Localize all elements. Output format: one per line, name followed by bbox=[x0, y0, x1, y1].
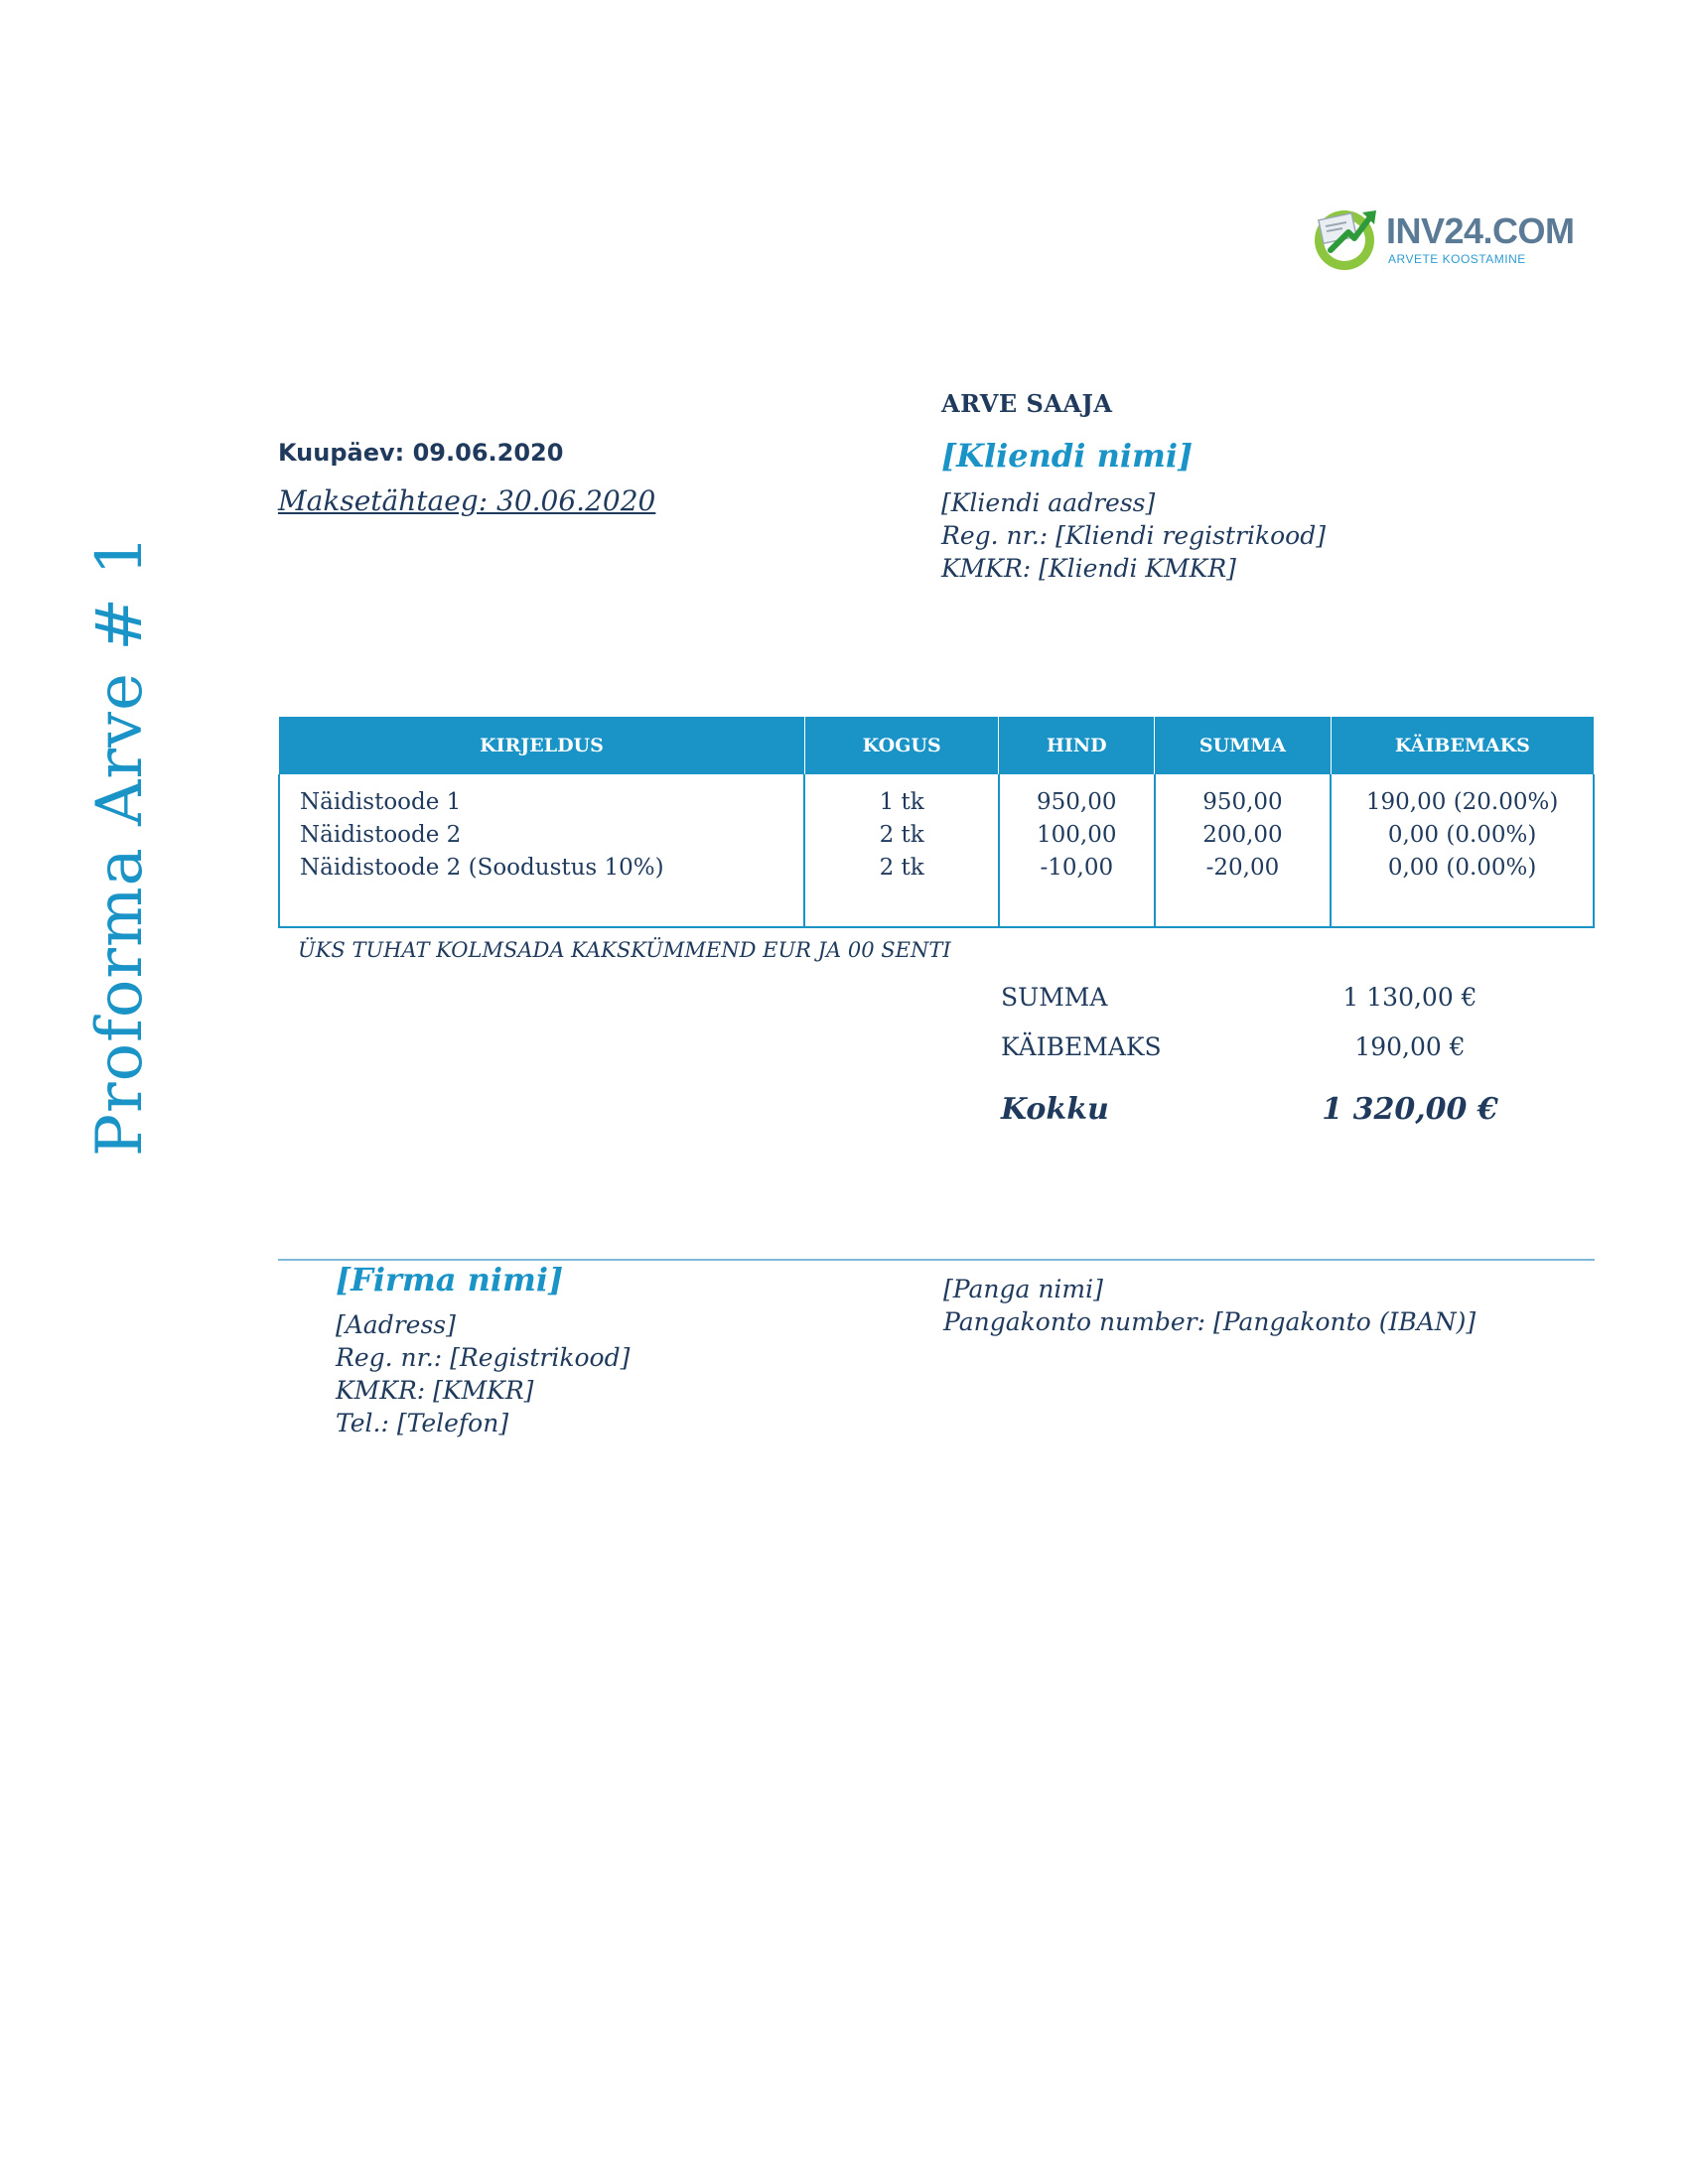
amount-in-words: ÜKS TUHAT KOLMSADA KAKSKÜMMEND EUR JA 00 SENTI bbox=[298, 938, 951, 962]
header-vat: KÄIBEMAKS bbox=[1331, 717, 1594, 774]
header-description: KIRJELDUS bbox=[279, 717, 804, 774]
row-quantity: 2 tk bbox=[879, 822, 924, 848]
price-column bbox=[999, 774, 1155, 927]
table-header-row bbox=[279, 717, 1594, 774]
company-reg-nr: Reg. nr.: [Registrikood] bbox=[336, 1343, 631, 1372]
client-name: [Kliendi nimi] bbox=[941, 437, 1194, 475]
header-quantity: KOGUS bbox=[804, 717, 999, 774]
row-price: 950,00 bbox=[1037, 789, 1117, 815]
client-details bbox=[941, 486, 1326, 585]
company-name: [Firma nimi] bbox=[336, 1261, 564, 1298]
vat-total-value: 190,00 € bbox=[1354, 1032, 1466, 1061]
row-quantity: 1 tk bbox=[879, 789, 924, 815]
company-phone: Tel.: [Telefon] bbox=[336, 1409, 509, 1437]
bank-name: [Panga nimi] bbox=[943, 1275, 1103, 1303]
client-address: [Kliendi aadress] bbox=[941, 488, 1156, 517]
header-price: HIND bbox=[999, 717, 1155, 774]
row-description: Näidistoode 2 (Soodustus 10%) bbox=[300, 855, 664, 881]
company-details bbox=[336, 1308, 630, 1439]
invoice-date: Kuupäev: 09.06.2020 bbox=[278, 439, 564, 467]
row-vat: 0,00 (0.00%) bbox=[1387, 855, 1537, 881]
sum-column bbox=[1155, 774, 1332, 927]
row-sum: 200,00 bbox=[1202, 822, 1283, 848]
row-price: 100,00 bbox=[1037, 822, 1117, 848]
logo-icon bbox=[1309, 199, 1384, 274]
logo-name: INV24.COM bbox=[1386, 210, 1575, 251]
bank-account: Pangakonto number: [Pangakonto (IBAN)] bbox=[943, 1307, 1477, 1336]
due-date: Maksetähtaeg: 30.06.2020 bbox=[278, 484, 656, 517]
company-kmkr: KMKR: [KMKR] bbox=[336, 1376, 534, 1405]
document-title: Proforma Arve # 1 bbox=[83, 533, 157, 1157]
client-kmkr: KMKR: [Kliendi KMKR] bbox=[941, 554, 1236, 583]
bank-details bbox=[943, 1273, 1476, 1338]
company-address: [Aadress] bbox=[336, 1310, 456, 1339]
quantity-column bbox=[804, 774, 999, 927]
row-vat: 0,00 (0.00%) bbox=[1387, 822, 1537, 848]
row-quantity: 2 tk bbox=[879, 855, 924, 881]
description-column bbox=[279, 774, 804, 927]
row-vat: 190,00 (20.00%) bbox=[1365, 789, 1559, 815]
grand-total-value: 1 320,00 € bbox=[1322, 1092, 1498, 1127]
logo-tagline: ARVETE KOOSTAMINE bbox=[1388, 252, 1526, 266]
subtotal-value: 1 130,00 € bbox=[1342, 983, 1477, 1012]
client-heading: ARVE SAAJA bbox=[941, 389, 1113, 418]
row-description: Näidistoode 2 bbox=[300, 822, 462, 848]
client-reg-nr: Reg. nr.: [Kliendi registrikood] bbox=[941, 521, 1326, 550]
items-table bbox=[278, 717, 1595, 928]
header-sum: SUMMA bbox=[1155, 717, 1332, 774]
company-logo bbox=[1309, 199, 1575, 278]
vat-total-label: KÄIBEMAKS bbox=[1001, 1032, 1162, 1061]
row-sum: 950,00 bbox=[1202, 789, 1283, 815]
grand-total-label: Kokku bbox=[1001, 1092, 1109, 1127]
subtotal-label: SUMMA bbox=[1001, 983, 1108, 1012]
table-body bbox=[279, 774, 1594, 927]
row-sum: -20,00 bbox=[1205, 855, 1280, 881]
row-price: -10,00 bbox=[1040, 855, 1114, 881]
vat-column bbox=[1331, 774, 1594, 927]
row-description: Näidistoode 1 bbox=[300, 789, 462, 815]
